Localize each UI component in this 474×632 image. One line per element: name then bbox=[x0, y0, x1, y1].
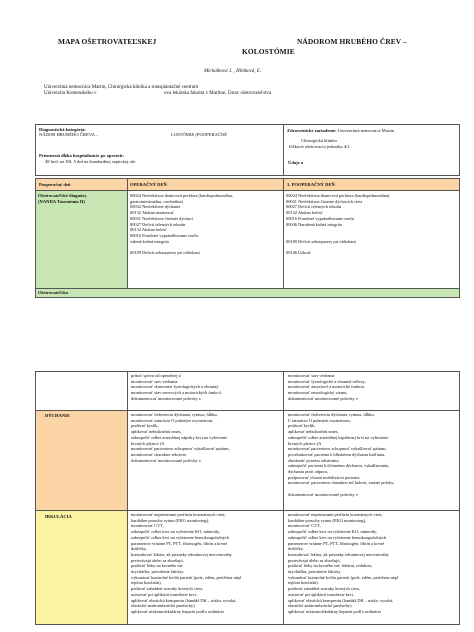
table1-col-rule-1 bbox=[127, 178, 128, 288]
cirkulacia-day1-item: teplota končatín), bbox=[288, 580, 319, 586]
day1-item: 00132 Akútna bolesť bbox=[286, 210, 323, 216]
opday-item: 00031 Neefektívne čistenie dýchaci bbox=[130, 215, 193, 221]
dychanie-day1-item: krvných plynov (A bbox=[288, 440, 322, 446]
clinic-line-1: Chirurgická klinika bbox=[301, 138, 337, 143]
cirkulacia-opday-item: podávať zahrádné rozruky krvných ciest, bbox=[131, 586, 203, 592]
day1-item: 00027 Deficit telesných tekutín bbox=[286, 204, 342, 210]
dychanie-opday-item: monitorovať pacientovu schopnosť vykašliavať spútum, bbox=[131, 446, 230, 452]
cirkulacia-day1-item: elastické antitrombotické pančuchy) bbox=[288, 603, 352, 609]
cirkulacia-day1-item: parametrov vrátane PT, PTT, fibrinogén, fibrín a krvné bbox=[288, 540, 385, 546]
opday-item: 00027 Deficit telesných tekutín bbox=[130, 221, 186, 227]
clinic-line-2: lôžková ošetrovacia jednotka 4/1 bbox=[289, 144, 350, 149]
cirkulacia-day1-item: pretrvávajú alebo sa zhoršujú, bbox=[288, 557, 341, 563]
cirkulacia-opday-item: aplikovať elastickú kompresiu (bandáž DK – nízka, vysoká, bbox=[131, 597, 237, 603]
dychanie-opday-item: zabezpečiť odber arteriálnej zápisky krvi na vyšetrenie bbox=[131, 434, 228, 440]
dychanie-opday-item: podávať kyslík, bbox=[131, 423, 159, 429]
authors: Michalková J. , Hlinková, E. bbox=[204, 69, 262, 74]
day1-item: 00109 Deficit sebaopatery pri obliekaní bbox=[286, 238, 356, 244]
data-label: Údaje o bbox=[288, 160, 304, 165]
vedomie-day1-item: dokumentovať monitorované polovky v bbox=[288, 395, 359, 401]
vedomie-opday-item: monitorovať stav vedomia bbox=[131, 378, 178, 384]
cirkulacia-opday-item: monitorovať neprimeranú perfúziu koronárnych ciest, bbox=[131, 512, 226, 517]
cirkulacia-opday-list bbox=[131, 512, 241, 615]
opday-item: gastrointestinálna, cerebrálna) bbox=[130, 198, 183, 204]
los-label: Priemerná dĺžka hospitalizácie po operácii: bbox=[39, 153, 124, 158]
diagnosis-value-left: NÁDOR HRUBÉHO ČREVA – bbox=[39, 132, 99, 137]
cirkulacia-day1-item: doštičky, bbox=[288, 546, 304, 552]
opday-diagnoses-list bbox=[130, 193, 233, 256]
dychanie-day1-item: monitorovať pacientovu charakter ml bolesti, zmene polohy, bbox=[288, 480, 395, 486]
vedomie-opday-list bbox=[131, 373, 222, 402]
vedomie-day1-item: monitorovať fyziologické a obranné reflexy, bbox=[288, 378, 366, 384]
cirkulacia-day1-item: asistovať pri aplikácii transfúzie krvi, bbox=[288, 591, 354, 597]
table1-frame bbox=[35, 178, 460, 298]
nanda-label: (NANDA Taxonómia II) bbox=[38, 199, 85, 204]
dychanie-opday-item: dokumentovať monitorované polovky v bbox=[131, 457, 202, 463]
cirkulacia-day1-item: vykonávať kontrolné kvôlu parietií (pulz, edém, periférna nápl bbox=[288, 574, 399, 580]
cirkulacia-opday-item: teplota končatín), bbox=[131, 580, 162, 586]
opday-item: 00132 Akútna maatenosť bbox=[130, 210, 175, 216]
opday-item: 00024 Neefektívna tkanivová perfúzia (kardiopulmonálna, bbox=[130, 193, 234, 198]
cirkulacia-day1-item: podávať zahrádné rozruky krvných ciest, bbox=[288, 586, 360, 592]
table2-row-rule-1 bbox=[35, 410, 460, 411]
dychanie-opday-item: monitorovať saturáciu O pulzným oxymetrom, bbox=[131, 417, 214, 423]
cirkulacia-day1-item: aplikovať nízkomolekulárny heparín podľa ordinácie bbox=[288, 608, 382, 614]
opday-item: 00016 Porušené vyprázdňovanie moču bbox=[130, 232, 199, 238]
dychanie-day1-item: zabezpečiť odber arteriálnej kapilárnej krvi na vyšetrenie bbox=[288, 434, 389, 440]
day1-diagnoses-list bbox=[286, 193, 389, 256]
cirkulacia-opday-item: monitorovať CVT, bbox=[131, 523, 164, 529]
dychanie-opday-item: monitorovať charakter sekrécie. bbox=[131, 451, 188, 457]
los-value: 48 hod. na JIS, 5 dní na štandardnej septickej oše bbox=[45, 159, 136, 164]
dychanie-day1-item: aplikovať nebulizačnú zmes, bbox=[288, 429, 339, 435]
vedomie-day1-item: monitorovať zmyslové a motorické funkcie, bbox=[288, 384, 366, 390]
vedomie-day1-item: monitorovať neurologický vizmu, bbox=[288, 390, 348, 396]
cirkulacia-day1-item: aplikovať elastickú kompresiu (bandáž DK – nízka, vysoká, bbox=[288, 597, 394, 603]
dychanie-day1-item: monitorovať pacientovu schopnosť vykašliavať spútum, bbox=[288, 446, 387, 452]
day1-item: 00024 Neefektívna tkanivová perfúzia (kardiopulmonálna) bbox=[286, 193, 390, 198]
cirkulacia-day1-list bbox=[288, 512, 398, 615]
table1-bottom-rule bbox=[35, 288, 460, 289]
dychanie-day1-item: podávať kyslík, bbox=[288, 423, 316, 429]
dychanie-label: DÝCHANIE bbox=[45, 413, 71, 418]
vedomie-day1-item: monitorovať stav vedomia bbox=[288, 373, 335, 378]
cirkulacia-opday-item: zabezpečiť odber krvi na vyšetrenie KO, minerály, bbox=[131, 529, 220, 535]
vedomie-opday-item: monitorovať stav nervových a motorických funkcií. bbox=[131, 390, 222, 396]
cirkulacia-opday-item: kardiálne poruchy rytmu (EKG monitoring), bbox=[131, 517, 210, 523]
dychanie-day1-item: dýchaniu proti odporu, bbox=[288, 469, 329, 475]
cirkulacia-day1-item: zabezpečiť odber krvi na vyšetrenie KO, minerály, bbox=[288, 529, 377, 535]
cirkulacia-opday-item: podávať lieky na krvného iné bbox=[131, 563, 183, 569]
header-box bbox=[35, 124, 460, 176]
diagnosis-label: Diagnostická kategória: bbox=[39, 127, 86, 132]
opday-item: 00032 Neefektívne dýchanie bbox=[130, 204, 181, 210]
vedomie-opday-item: prítrať spôvu od operačnej a bbox=[131, 373, 181, 378]
col-postop-day: Pooperačný deň bbox=[39, 182, 71, 187]
cirkulacia-day1-item: konzultovať lekára, ak príznaky tekutinovej nerovnováhy bbox=[288, 551, 389, 557]
cirkulacia-day1-item: kardiálne poruchy rytmu (EKG monitoring), bbox=[288, 517, 367, 523]
dychanie-day1-item: monitorovať frekvenciu dýchania, rytmus, hĺbku, bbox=[288, 412, 375, 417]
cirkulacia-day1-item: zabezpečiť odber krvi na vyšetrenie hemokoagulačných bbox=[288, 534, 387, 540]
opday-item: 00109 Deficit sebaopatery pri obliekaní bbox=[130, 250, 200, 256]
dychanie-opday-list bbox=[131, 412, 230, 463]
table1-col-rule-2 bbox=[283, 178, 284, 288]
cirkulacia-label: IRKULÁCIA bbox=[45, 514, 72, 519]
cirkulacia-opday-item: zabezpečiť odber krvi na vyšetrenie hemokoagulačných bbox=[131, 534, 230, 540]
cirkulacia-opday-item: doštičky, bbox=[131, 546, 147, 552]
cirkulacia-day1-item: podávať lieky na krvného iné, lekárni, redukcia, bbox=[288, 563, 373, 569]
day1-item: 00146 Úzkosť bbox=[286, 250, 312, 256]
facility-line bbox=[287, 128, 394, 134]
diagnosis-value-right: LOSTÓMIE (POOPERAČNÉ bbox=[171, 132, 228, 137]
facility-label: Zdravotnícke zariadenie: bbox=[287, 128, 337, 133]
title-left: MAPA OŠETROVATEĽSKEJ bbox=[58, 37, 157, 46]
title-right: NÁDOROM HRUBÉHO ČREV – bbox=[297, 37, 407, 46]
table2-row-rule-2 bbox=[35, 510, 460, 511]
vedomie-day1-list bbox=[288, 373, 366, 402]
cirkulacia-day1-item: úrycháčku, prerušenie faktóry bbox=[288, 569, 341, 575]
cirkulacia-opday-item: elastické antitrombotické pančuchy) bbox=[131, 603, 195, 609]
table1-header-rule bbox=[35, 190, 460, 191]
affiliation-line-2-right: ova lekárska fakulta v Martine, Ústav ošetrovateľstva bbox=[164, 91, 272, 96]
title-second-line: KOLOSTÓMIE bbox=[242, 47, 295, 56]
affiliation-line-2-left: Univerzita Komenského v bbox=[44, 91, 97, 96]
header-divider bbox=[283, 124, 284, 176]
dychanie-day1-list bbox=[288, 412, 394, 498]
cirkulacia-day1-item: monitorovať neprimeranú perfúziu koronárnych ciest, bbox=[288, 512, 383, 517]
cirkulacia-opday-item: aplikovať nízkomolekulárny heparín podľa ordinácie bbox=[131, 608, 225, 614]
facility-value: Univerzitná nemocnica Martin bbox=[337, 128, 395, 133]
affiliation-line-1: Univerzitná nemocnica Martin, Chirurgická klinika a transplantačné centrum bbox=[44, 85, 199, 90]
day1-item: 00031 Neefektívne čistenie dýchacích ciest bbox=[286, 198, 363, 204]
cirkulacia-day1-item: monitorovať CVT, bbox=[288, 523, 321, 529]
day1-item: 00016 Porušené vyprázdňovanie moču bbox=[286, 215, 355, 221]
day1-item: 00046 Narušená kožná integrita bbox=[286, 221, 342, 227]
col-operation-day: OPERAČNÝ DEŇ bbox=[130, 182, 167, 187]
col-postop-day-1: 1. POOPERAČNÝ DEŇ bbox=[287, 182, 335, 187]
cirkulacia-opday-item: vykonávať kontrolné kvôlu parietií (pulz, edém, periférna nápl bbox=[131, 574, 242, 580]
vedomie-opday-item: monitorovať obnovenie fyziologických a obranný bbox=[131, 384, 219, 390]
dychanie-opday-item: aplikovať nebulizačnú zmes, bbox=[131, 429, 182, 435]
dychanie-opday-item: monitorovať frekvenciu dýchania, rytmus, hĺbku, bbox=[131, 412, 218, 417]
dychanie-day1-item: podporovať včasnú mobilizáciu pacienta bbox=[288, 474, 360, 480]
dychanie-opday-item: krvných plynov (A bbox=[131, 440, 165, 446]
cirkulacia-opday-item: parametrov vrátane PT, PTT, fibrinogén, fibrín a krvné bbox=[131, 540, 228, 546]
dychanie-day1-item: zabezpečiť pacienta k účinnému dýchaniu, vykašliavaniu, bbox=[288, 463, 390, 469]
dychanie-day1-item: povzbudzovať pacienta k hlbokému dýchaniu kašľania, bbox=[288, 451, 386, 457]
dychanie-day1-item: zhodnotiť potrebu odsávania, bbox=[288, 457, 340, 463]
nursing-diagnoses-label: Ošetrovateľské diagnózy bbox=[38, 193, 87, 198]
cirkulacia-opday-item: asistovať pri aplikácii transfúzie krvi, bbox=[131, 591, 197, 597]
dychanie-day1-item: Ľ saturáciu O pulzným oxymetrom, bbox=[288, 417, 351, 423]
cirkulacia-opday-item: konzultovať lekára, ak príznaky tekutinovej nerovnováhy bbox=[131, 551, 232, 557]
cirkulacia-opday-item: úrycháčku, prerušenie faktóry bbox=[131, 569, 184, 575]
vedomie-opday-item: dokumentovať monitorované polovky v bbox=[131, 395, 202, 401]
dychanie-day1-item: dokumentovať monitorované polovky v bbox=[288, 491, 359, 497]
nursing-bottom-label: Ošetrovateľsko bbox=[38, 290, 69, 295]
opday-item: 00132 Akútna bolesť bbox=[130, 227, 167, 233]
cirkulacia-opday-item: pretrvávajú alebo sa zhoršujú, bbox=[131, 557, 184, 563]
opday-item: rušená kožná integrita bbox=[130, 238, 169, 244]
